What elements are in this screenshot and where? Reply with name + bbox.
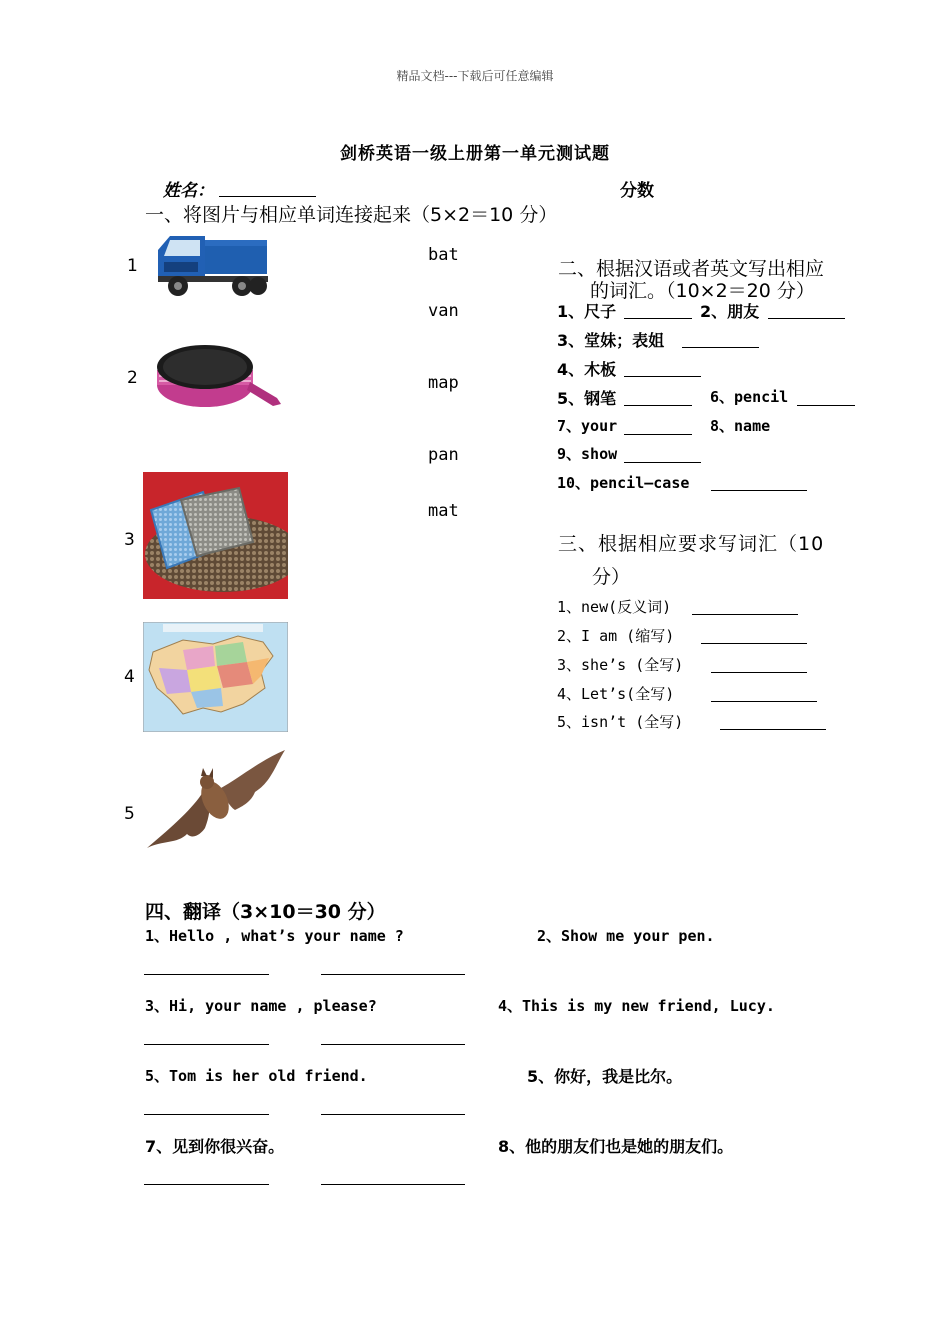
answer-blank[interactable] xyxy=(711,701,817,702)
answer-blank[interactable] xyxy=(321,1184,465,1185)
answer-blank[interactable] xyxy=(624,376,701,377)
section3-heading: 三、根据相应要求写词汇（10 xyxy=(558,533,825,555)
answer-blank[interactable] xyxy=(144,974,269,975)
answer-blank[interactable] xyxy=(624,318,692,319)
section1-heading: 一、将图片与相应单词连接起来（5×2＝10 分） xyxy=(145,204,558,226)
translate-item: 5、Tom is her old friend. xyxy=(145,1067,368,1085)
section2-heading: 二、根据汉语或者英文写出相应 xyxy=(558,258,825,280)
page-title: 剑桥英语一级上册第一单元测试题 xyxy=(340,144,610,164)
map-province xyxy=(187,666,221,692)
vocab-item: 2、朋友 xyxy=(700,302,760,321)
answer-blank[interactable] xyxy=(624,434,692,435)
picture-number: 4 xyxy=(124,667,135,687)
map-province xyxy=(183,646,215,670)
answer-blank[interactable] xyxy=(797,405,855,406)
name-field[interactable] xyxy=(219,196,316,197)
answer-blank[interactable] xyxy=(720,729,826,730)
section2-heading-line2: 的词汇。（10×2＝20 分） xyxy=(590,280,815,302)
bat-image xyxy=(143,748,288,854)
vocab-item: 1、尺子 xyxy=(557,302,617,321)
answer-blank[interactable] xyxy=(144,1114,269,1115)
translate-item: 7、见到你很兴奋。 xyxy=(145,1137,285,1156)
picture-number: 1 xyxy=(127,256,138,276)
section4-heading: 四、翻译（3×10＝30 分） xyxy=(145,901,386,923)
vocab-item: 9、show xyxy=(557,445,618,463)
translate-item: 3、Hi, your name , please? xyxy=(145,997,377,1015)
pan-inner xyxy=(163,349,247,385)
picture-number: 2 xyxy=(127,368,138,388)
answer-blank[interactable] xyxy=(624,405,692,406)
answer-blank[interactable] xyxy=(321,1044,465,1045)
truck-hub xyxy=(174,282,182,290)
vocab-item: 3、堂妹；表姐 xyxy=(557,331,665,350)
match-word: van xyxy=(428,301,459,321)
vocab-item: 5、钢笔 xyxy=(557,389,617,408)
pan-handle xyxy=(247,382,281,406)
header-note: 精品文档---下载后可任意编辑 xyxy=(396,69,554,83)
answer-blank[interactable] xyxy=(321,974,465,975)
vocab-item: 7、your xyxy=(557,417,618,435)
rewrite-item: 2、I am (缩写) xyxy=(557,627,675,645)
bat-left-wing xyxy=(147,792,210,848)
answer-blank[interactable] xyxy=(692,614,798,615)
map-image xyxy=(143,622,288,732)
match-word: bat xyxy=(428,245,459,265)
picture-number: 3 xyxy=(124,530,135,550)
bat-right-wing xyxy=(221,750,285,810)
score-label: 分数 xyxy=(620,181,654,201)
answer-blank[interactable] xyxy=(711,490,807,491)
truck-wheel xyxy=(249,277,267,295)
truck-hub xyxy=(238,282,246,290)
section3-heading-line2: 分） xyxy=(592,566,631,588)
translate-item: 2、Show me your pen. xyxy=(537,927,715,945)
truck-bed-rim xyxy=(205,240,267,246)
answer-blank[interactable] xyxy=(682,347,759,348)
rewrite-item: 4、Let’s(全写) xyxy=(557,685,675,703)
truck-image xyxy=(150,230,270,300)
answer-blank[interactable] xyxy=(711,672,807,673)
match-word: map xyxy=(428,373,459,393)
frying-pan-image xyxy=(155,340,285,415)
answer-blank[interactable] xyxy=(768,318,845,319)
answer-blank[interactable] xyxy=(321,1114,465,1115)
vocab-item: 6、pencil xyxy=(710,388,789,406)
vocab-item: 4、木板 xyxy=(557,360,617,379)
truck-bed xyxy=(205,244,267,274)
rewrite-item: 1、new(反义词) xyxy=(557,598,672,616)
answer-blank[interactable] xyxy=(624,462,701,463)
name-label: 姓名： xyxy=(163,181,214,201)
translate-item: 8、他的朋友们也是她的朋友们。 xyxy=(498,1137,734,1156)
answer-blank[interactable] xyxy=(144,1044,269,1045)
rewrite-item: 5、isn’t (全写) xyxy=(557,713,684,731)
answer-blank[interactable] xyxy=(144,1184,269,1185)
vocab-item: 10、pencil—case xyxy=(557,474,690,492)
translate-item: 4、This is my new friend, Lucy. xyxy=(498,997,775,1015)
rewrite-item: 3、she’s (全写) xyxy=(557,656,684,674)
match-word: mat xyxy=(428,501,459,521)
answer-blank[interactable] xyxy=(701,643,807,644)
picture-number: 5 xyxy=(124,804,135,824)
truck-grille xyxy=(164,262,198,272)
map-title-band xyxy=(163,624,263,632)
map-province xyxy=(215,642,247,666)
match-word: pan xyxy=(428,445,459,465)
map-province xyxy=(217,662,253,688)
translate-item: 5、你好，我是比尔。 xyxy=(527,1067,683,1086)
vocab-item: 8、name xyxy=(710,417,771,435)
translate-item: 1、Hello , what’s your name ? xyxy=(145,927,404,945)
truck-windshield xyxy=(164,240,200,256)
mat-image xyxy=(143,472,288,599)
